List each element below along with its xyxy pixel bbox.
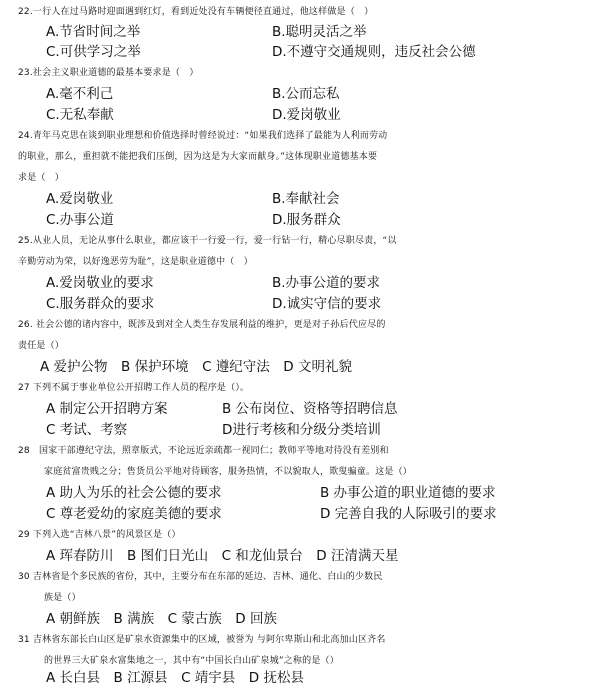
question-29-stem: 29 下列入选“吉林八景”的风景区是（） — [18, 530, 181, 540]
question-22-option-c: C.可供学习之举 — [46, 44, 141, 60]
question-28-stem-line-1: 28 国家干部遵纪守法，照章版式，不论远近亲疏都一视同仁；教师平等地对待没有差别和 — [18, 446, 389, 456]
question-27-option-c: C 考试、考察 — [46, 422, 128, 438]
question-24-stem-line-2: 的职业，那么，重担就不能把我们压倒，因为这是为大家而献身。”这体现职业道德基本要 — [18, 152, 378, 162]
question-26-options: A 爱护公物 B 保护环境 C 遵纪守法 D 文明礼貌 — [40, 359, 352, 375]
question-27-option-b: B 公布岗位、资格等招聘信息 — [222, 401, 398, 417]
question-24-option-c: C.办事公道 — [46, 212, 114, 228]
question-23-option-c: C.无私奉献 — [46, 107, 114, 123]
question-22-option-b: B.聪明灵活之举 — [272, 24, 367, 40]
question-25-stem-line-1: 25.从业人员，无论从事什么职业，都应该干一行爱一行，爱一行钻一行，精心尽职尽责，“以 — [18, 236, 397, 246]
question-24-option-d: D.服务群众 — [272, 212, 341, 228]
question-30-options: A 朝鲜族 B 满族 C 蒙古族 D 回族 — [46, 611, 277, 627]
question-25-option-c: C.服务群众的要求 — [46, 296, 155, 312]
question-23-option-d: D.爱岗敬业 — [272, 107, 341, 123]
question-23-stem: 23.社会主义职业道德的最基本要求是（ ） — [18, 68, 199, 78]
question-31-stem-line-2: 的世界三大矿泉水富集地之一，其中有“中国长白山矿泉城”之称的是（） — [44, 656, 339, 666]
question-24-stem-line-1: 24.青年马克思在谈到职业理想和价值选择时曾经说过：“如果我们选择了最能为人利而劳动 — [18, 131, 388, 141]
question-23-option-a: A.毫不利己 — [46, 86, 114, 102]
question-28-option-b: B 办事公道的职业道德的要求 — [320, 485, 496, 501]
question-28-option-d: D 完善自我的人际吸引的要求 — [320, 506, 497, 522]
question-24-option-a: A.爱岗敬业 — [46, 191, 114, 207]
question-23-option-b: B.公而忘私 — [272, 86, 340, 102]
question-30-stem-line-2: 族是（） — [44, 593, 81, 603]
question-25-option-a: A.爱岗敬业的要求 — [46, 275, 154, 291]
question-24-stem-line-3: 求是（ ） — [18, 173, 65, 183]
question-26-stem-line-2: 责任是（） — [18, 341, 65, 351]
question-27-stem: 27 下列不属于事业单位公开招聘工作人员的程序是（）。 — [18, 383, 250, 393]
question-26-stem-line-1: 26. 社会公德的诸内容中，既涉及到对全人类生存发展利益的维护，更是对子孙后代应尽的 — [18, 320, 386, 330]
question-25-option-d: D.诚实守信的要求 — [272, 296, 382, 312]
question-27-option-d: D进行考核和分级分类培训 — [222, 422, 381, 438]
question-27-option-a: A 制定公开招聘方案 — [46, 401, 168, 417]
question-22-option-a: A.节省时间之举 — [46, 24, 141, 40]
question-22-stem: 22.一行人在过马路时迎面遇到红灯，看到近处没有车辆便径直通过，他这样做是（ ） — [18, 7, 374, 17]
question-25-option-b: B.办事公道的要求 — [272, 275, 381, 291]
question-30-stem-line-1: 30 吉林省是个多民族的省份，其中，主要分布在东部的延边、吉林、通化、白山的少数民 — [18, 572, 383, 582]
question-22-option-d: D.不遵守交通规则，违反社会公德 — [272, 44, 476, 60]
question-31-options: A 长白县 B 江源县 C 靖宇县 D 抚松县 — [46, 670, 304, 686]
question-28-stem-line-2: 家庭贫富贵贱之分；售货员公平地对待顾客，服务热情，不以貌取人，欺叟骗童。这是（） — [44, 467, 413, 477]
question-28-option-c: C 尊老爱幼的家庭美德的要求 — [46, 506, 222, 522]
question-28-option-a: A 助人为乐的社会公德的要求 — [46, 485, 222, 501]
question-24-option-b: B.奉献社会 — [272, 191, 340, 207]
question-25-stem-line-2: 辛勤劳动为荣，以好逸恶劳为耻”，这是职业道德中（ ） — [18, 257, 253, 267]
question-31-stem-line-1: 31 吉林省东部长白山区是矿泉水资源集中的区域，被誉为 与阿尔卑斯山和北高加山区齐名 — [18, 635, 386, 645]
question-29-options: A 珲春防川 B 图们日光山 C 和龙仙景台 D 汪清满天星 — [46, 548, 399, 564]
